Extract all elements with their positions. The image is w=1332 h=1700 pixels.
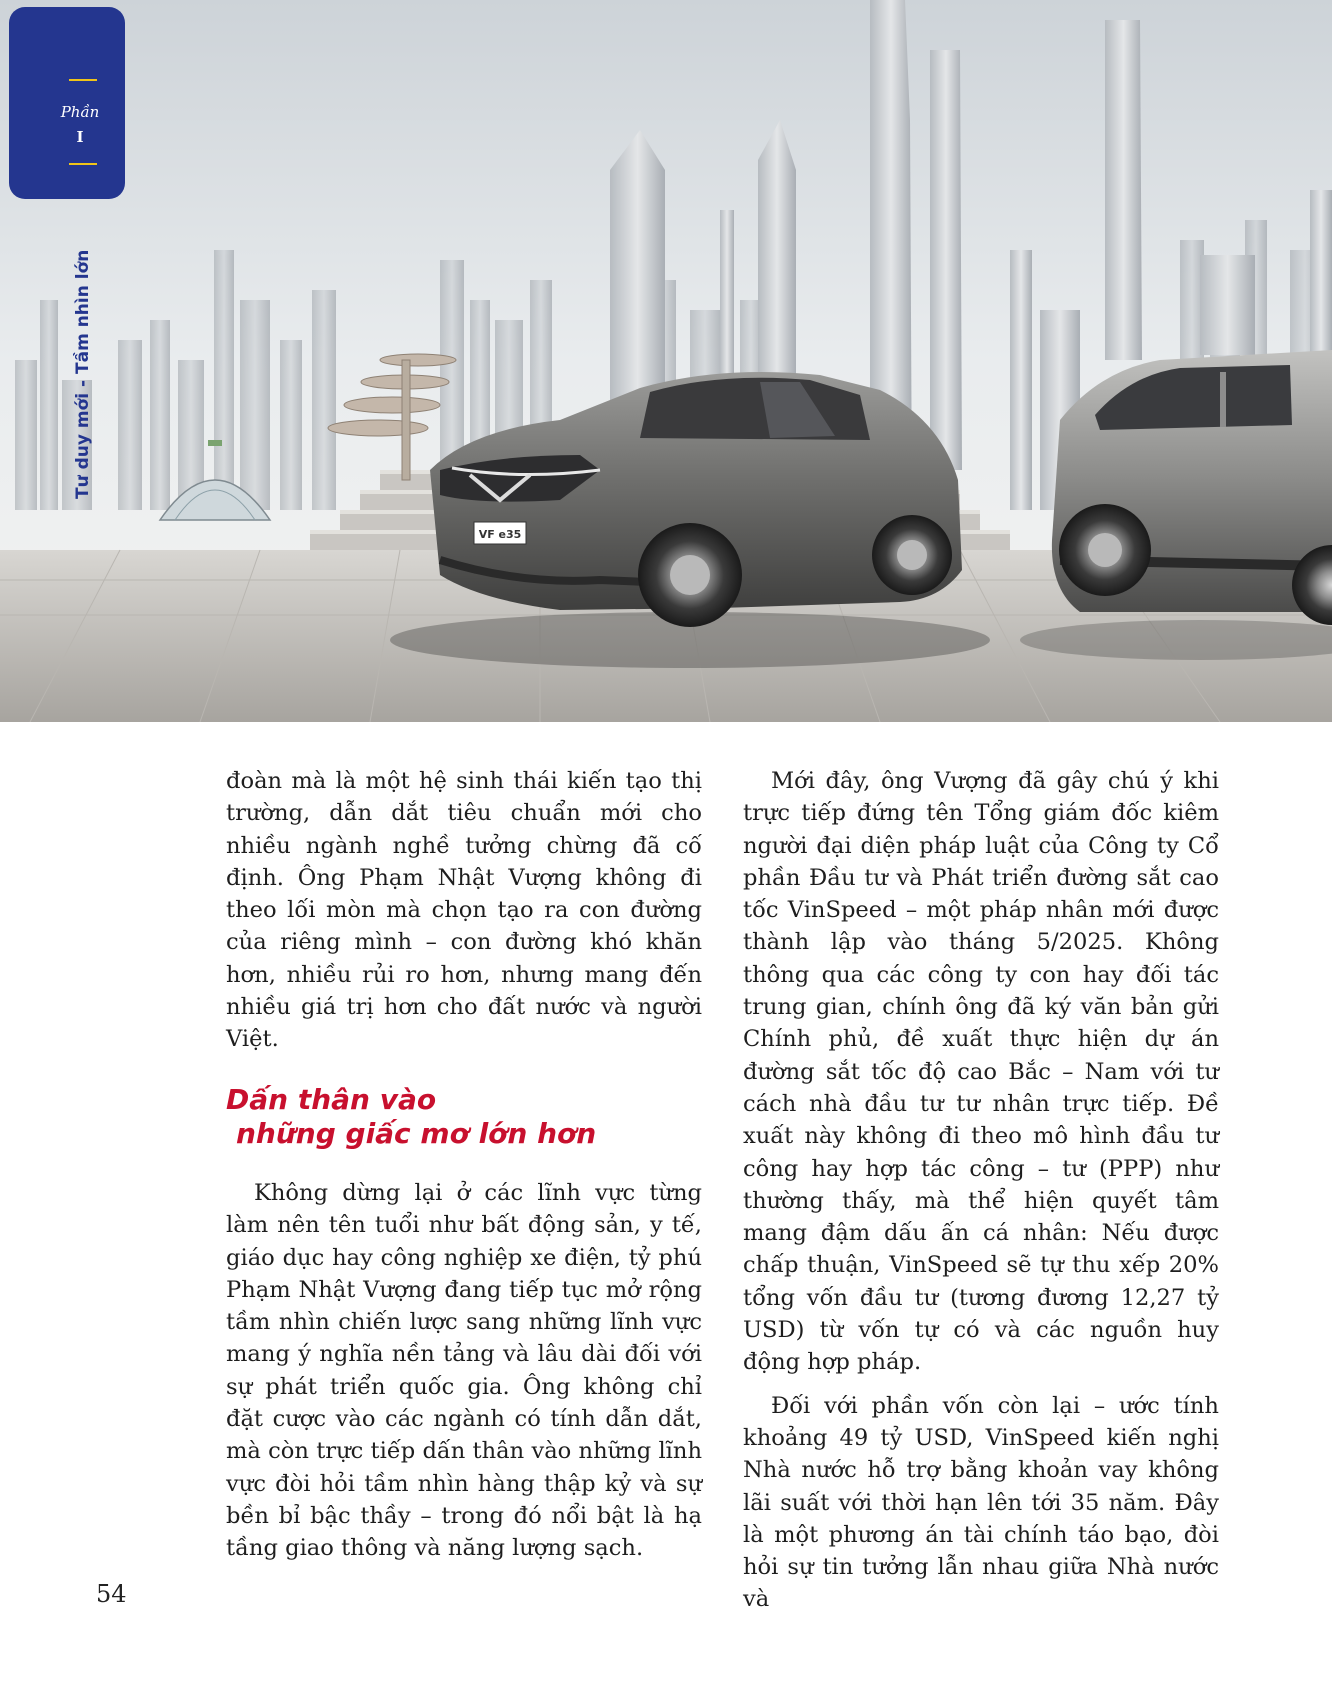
right-paragraph-2: Đối với phần vốn còn lại – ước tính khoảng 49 tỷ USD, VinSpeed kiến nghị Nhà nước hỗ trợ bằng khoản vay không lãi suất với thời hạn lên tới 35 năm. Đây là một phương án tài chính táo bạo, đòi hỏi sự tin tưởng lẫn nhau giữa Nhà nước và	[743, 1392, 1219, 1613]
tab-divider-bottom	[69, 163, 97, 165]
heading-line-1: Dấn thân vào	[226, 1083, 437, 1116]
side-title-text: Tư duy mới - Tầm nhìn lớn	[73, 249, 93, 499]
right-paragraph-1: Mới đây, ông Vượng đã gây chú ý khi trực tiếp đứng tên Tổng giám đốc kiêm người đại diện pháp luật của Công ty Cổ phần Đầu tư và Phát triển đường sắt cao tốc VinSpeed – một pháp nhân mới được thành lập vào tháng 5/2025. Không thông qua các công ty con hay đối tác trung gian, chính ông đã ký văn bản gửi Chính phủ, đề xuất thực hiện dự án đường sắt tốc độ cao Bắc – Nam với tư cách nhà đầu tư tư nhân trực tiếp. Đề xuất này không đi theo mô hình đầu tư công hay hợp tác công – tư (PPP) như thường thấy, mà thể hiện quyết tâm mang đậm dấu ấn cá nhân: Nếu được chấp thuận, VinSpeed sẽ tự thu xếp 20% tổng vốn đầu tư (tương đương 12,27 tỷ USD) từ vốn tự có và các nguồn huy động hợp pháp.	[743, 768, 1219, 1376]
section-word: Phần	[60, 103, 100, 121]
tab-divider-top	[69, 79, 97, 81]
left-paragraph-1: đoàn mà là một hệ sinh thái kiến tạo thị trường, dẫn dắt tiêu chuẩn mới cho nhiều ngành nghề tưởng chừng đã cố định. Ông Phạm Nhật Vượng không đi theo lối mòn mà chọn tạo ra con đường của riêng mình – con đường khó khăn hơn, nhiều rủi ro hơn, nhưng mang đến nhiều giá trị hơn cho đất nước và người Việt.	[226, 768, 702, 1053]
hero-image	[0, 0, 1332, 722]
heading-line-2: những giấc mơ lớn hơn	[236, 1117, 597, 1150]
section-tab	[9, 7, 125, 199]
left-column	[226, 765, 702, 1056]
section-numeral: I	[76, 128, 84, 146]
city-car-illustration	[0, 0, 1332, 722]
left-column-lower	[226, 1177, 702, 1565]
side-title	[73, 229, 97, 499]
right-column	[743, 765, 1219, 1616]
page-number: 54	[96, 1580, 127, 1608]
car-second	[1052, 350, 1332, 625]
left-paragraph-2: Không dừng lại ở các lĩnh vực từng làm nên tên tuổi như bất động sản, y tế, giáo dục hay công nghiệp xe điện, tỷ phú Phạm Nhật Vượng đang tiếp tục mở rộng tầm nhìn chiến lược sang những lĩnh vực mang ý nghĩa nền tảng và lâu dài đối với sự phát triển quốc gia. Ông không chỉ đặt cược vào các ngành có tính dẫn dắt, mà còn trực tiếp dấn thân vào những lĩnh vực đòi hỏi tầm nhìn hàng thập kỷ và sự bền bỉ bậc thầy – trong đó nổi bật là hạ tầng giao thông và năng lượng sạch.	[226, 1180, 702, 1562]
plate-text: VF e35	[478, 528, 522, 541]
section-heading	[226, 1083, 596, 1151]
